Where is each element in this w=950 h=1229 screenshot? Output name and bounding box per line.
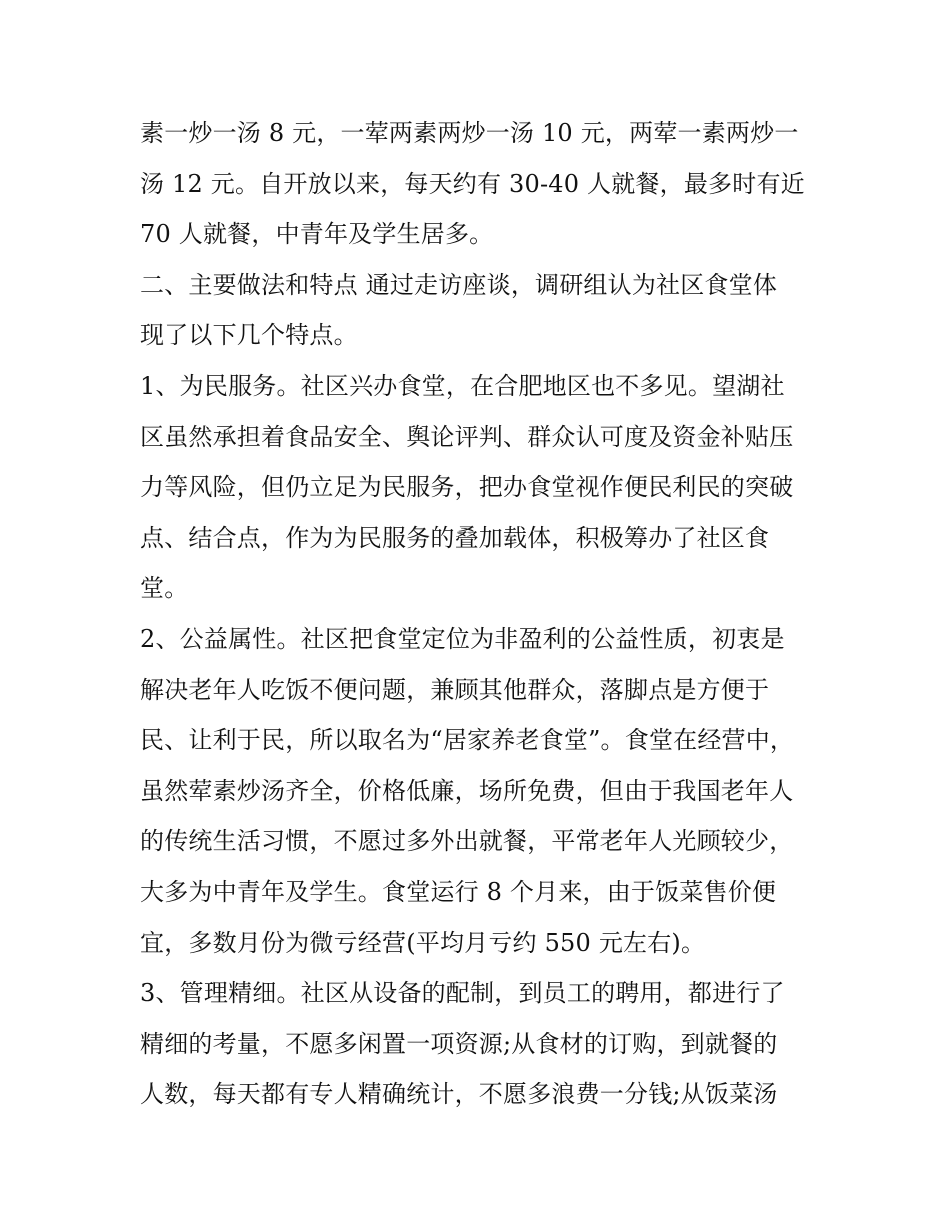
text-line: 力等风险，但仍立足为民服务，把办食堂视作便民利民的突破 xyxy=(140,473,794,502)
text-line: 虽然荤素炒汤齐全，价格低廉，场所免费，但由于我国老年人 xyxy=(140,776,794,805)
text-line: 的传统生活习惯，不愿过多外出就餐，平常老年人光顾较少， xyxy=(140,827,794,856)
point-1-line: 1、为民服务。社区兴办食堂，在合肥地区也不多见。望湖社 xyxy=(140,371,785,400)
text-line: 点、结合点，作为为民服务的叠加载体，积极筹办了社区食 xyxy=(140,523,770,552)
text-line: 现了以下几个特点。 xyxy=(140,321,358,350)
text-line: 堂。 xyxy=(140,574,189,603)
text-line: 素一炒一汤 8 元，一荤两素两炒一汤 10 元，两荤一素两炒一 xyxy=(140,119,799,147)
point-3-line: 3、管理精细。社区从设备的配制，到员工的聘用，都进行了 xyxy=(140,979,785,1008)
text-line: 人数，每天都有专人精确统计，不愿多浪费一分钱;从饭菜汤 xyxy=(140,1080,778,1109)
text-line: 精细的考量，不愿多闲置一项资源;从食材的订购，到就餐的 xyxy=(140,1029,778,1058)
text-line: 区虽然承担着食品安全、舆论评判、群众认可度及资金补贴压 xyxy=(140,422,794,451)
section-heading-line: 二、主要做法和特点 通过走访座谈，调研组认为社区食堂体 xyxy=(140,270,778,299)
text-line: 解决老年人吃饭不便问题，兼顾其他群众，落脚点是方便于 xyxy=(140,675,770,704)
text-line: 宜，多数月份为微亏经营(平均月亏约 550 元左右)。 xyxy=(140,928,706,957)
text-line: 大多为中青年及学生。食堂运行 8 个月来，由于饭菜售价便 xyxy=(140,877,777,906)
text-line: 民、让利于民，所以取名为“居家养老食堂”。食堂在经营中， xyxy=(140,726,795,755)
document-body xyxy=(140,108,820,1120)
point-2-line: 2、公益属性。社区把食堂定位为非盈利的公益性质，初衷是 xyxy=(140,624,785,653)
text-line: 汤 12 元。自开放以来，每天约有 30-40 人就餐，最多时有近 xyxy=(140,169,805,198)
text-line: 70 人就餐，中青年及学生居多。 xyxy=(140,220,494,249)
